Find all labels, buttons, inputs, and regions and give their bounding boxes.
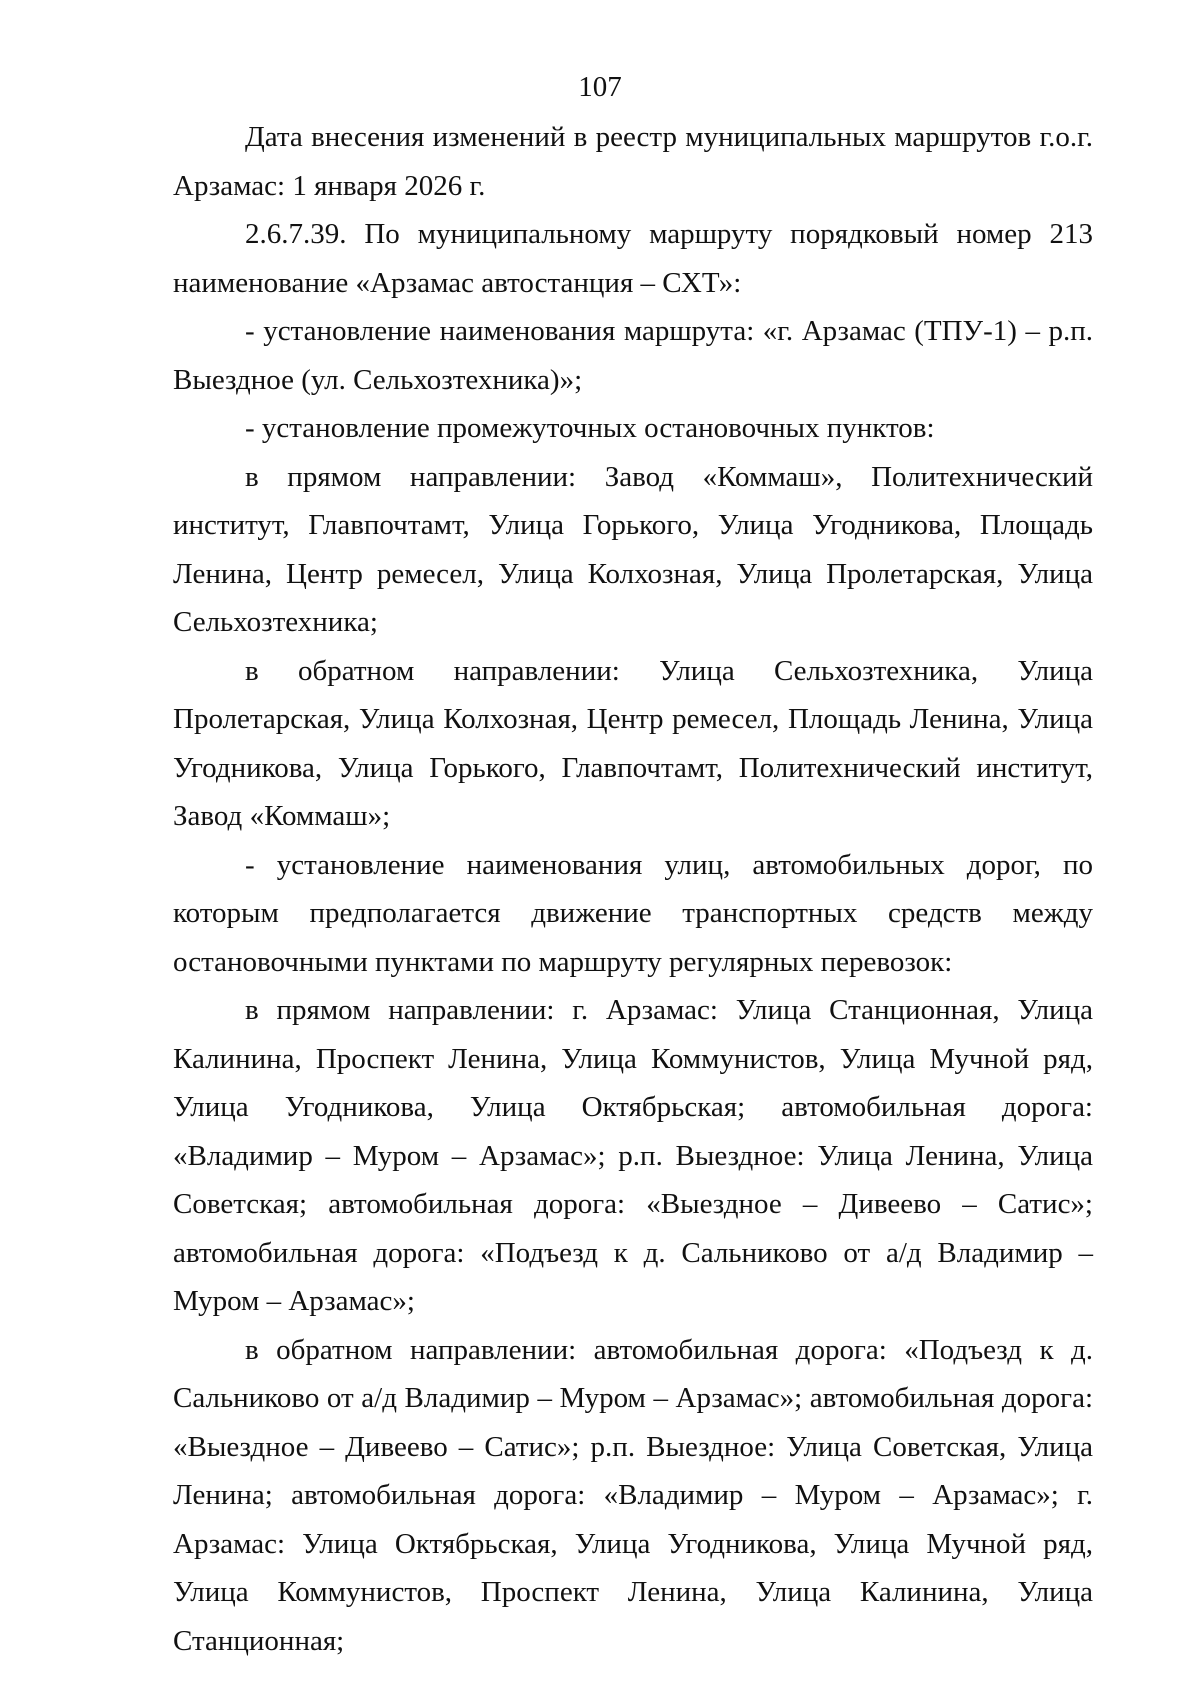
paragraph-route-heading: 2.6.7.39. По муниципальному маршруту порядковый номер 213 наименование «Арзамас автостанция – СХТ»: <box>173 218 1093 299</box>
paragraph-stops-forward: в прямом направлении: Завод «Коммаш», Политехнический институт, Главпочтамт, Улица Горького, Улица Угодникова, Площадь Ленина, Центр ремесел, Улица Колхозная, Улица Пролетарская, Улица Сельхозтехника; <box>173 460 1093 638</box>
paragraph-route-name: - установление наименования маршрута: «г. Арзамас (ТПУ-1) – р.п. Выездное (ул. Сельхозтехника)»; <box>173 315 1093 396</box>
paragraph-streets-reverse: в обратном направлении: автомобильная дорога: «Подъезд к д. Сальниково от а/д Владимир – Муром – Арзамас»; автомобильная дорога: «Выездное – Дивеево – Сатис»; р.п. Выездное: Улица Советская, Улица Ленина; автомобильная дорога: «Владимир – Муром – Арзамас»; г. Арзамас: Улица Октябрьская, Улица Угодникова, Улица Мучной ряд, Улица Коммунистов, Проспект Ленина, Улица Калинина, Улица Станционная; <box>173 1333 1093 1657</box>
page-number: 107 <box>578 71 622 103</box>
document-body <box>173 113 1093 1665</box>
paragraph-streets-intro: - установление наименования улиц, автомобильных дорог, по которым предполагается движение транспортных средств между остановочными пунктами по маршруту регулярных перевозок: <box>173 848 1093 978</box>
paragraph-registry-date: Дата внесения изменений в реестр муниципальных маршрутов г.о.г. Арзамас: 1 января 2026 г. <box>173 121 1093 202</box>
paragraph-stops-reverse: в обратном направлении: Улица Сельхозтехника, Улица Пролетарская, Улица Колхозная, Центр ремесел, Площадь Ленина, Улица Угодникова, Улица Горького, Главпочтамт, Политехнический институт, Завод «Коммаш»; <box>173 654 1093 832</box>
paragraph-stops-intro: - установление промежуточных остановочных пунктов: <box>245 412 935 444</box>
paragraph-streets-forward: в прямом направлении: г. Арзамас: Улица Станционная, Улица Калинина, Проспект Ленина, Улица Коммунистов, Улица Мучной ряд, Улица Угодникова, Улица Октябрьская; автомобильная дорога: «Владимир – Муром – Арзамас»; р.п. Выездное: Улица Ленина, Улица Советская; автомобильная дорога: «Выездное – Дивеево – Сатис»; автомобильная дорога: «Подъезд к д. Сальниково от а/д Владимир – Муром – Арзамас»; <box>173 994 1093 1317</box>
